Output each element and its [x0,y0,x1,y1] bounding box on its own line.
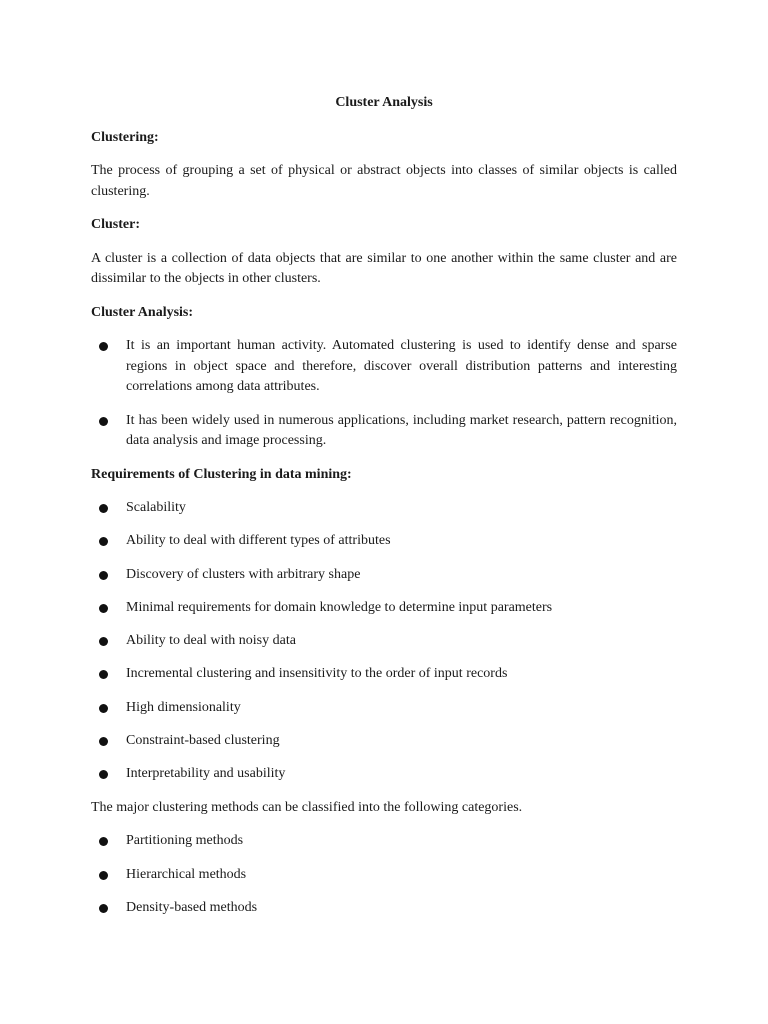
list-item [91,531,677,552]
list-item-text: Hierarchical methods [126,866,247,882]
list-item [91,698,677,719]
page-title: Cluster Analysis [335,95,433,110]
list-item [91,731,677,752]
bullet-icon [99,737,108,746]
list-item-text: It is an important human activity. Automated clustering is used to identify dense and sparse regions in object space and therefore, discover overall distribution patterns and interesting correlations among data attributes. [126,338,677,394]
bullet-icon [99,670,108,679]
list-item-text: It has been widely used in numerous applications, including market research, pattern recognition, data analysis and image processing. [126,412,677,448]
list-item [91,865,677,886]
heading-clustering: Clustering: [91,129,159,145]
list-item-text: Constraint-based clustering [126,733,280,749]
bullet-icon [99,417,108,426]
bullet-icon [99,837,108,846]
list-item [91,631,677,652]
document-page [91,93,677,931]
heading-cluster: Cluster: [91,217,140,232]
cluster-analysis-list [91,336,677,452]
list-item [91,498,677,519]
bullet-icon [99,871,108,880]
methods-list [91,831,677,918]
list-item [91,898,677,919]
paragraph-methods-intro: The major clustering methods can be classified into the following categories. [91,799,523,815]
bullet-icon [99,637,108,646]
list-item [91,565,677,586]
list-item [91,764,677,785]
list-item-text: Minimal requirements for domain knowledge to determine input parameters [126,599,553,615]
requirements-list [91,498,677,785]
list-item-text: Ability to deal with noisy data [126,633,296,649]
bullet-icon [99,604,108,613]
list-item-text: Ability to deal with different types of attributes [126,533,391,549]
bullet-icon [99,571,108,580]
list-item [91,411,677,452]
list-item-text: Scalability [126,500,186,515]
bullet-icon [99,904,108,913]
list-item [91,336,677,398]
paragraph-cluster: A cluster is a collection of data objects that are similar to one another within the same cluster and are dissimilar to the objects in other clusters. [91,250,677,286]
list-item-text: High dimensionality [126,699,241,715]
bullet-icon [99,537,108,546]
list-item-text: Density-based methods [126,899,258,915]
list-item [91,831,677,852]
list-item [91,598,677,619]
bullet-icon [99,504,108,513]
heading-requirements: Requirements of Clustering in data mining: [91,466,352,482]
list-item-text: Interpretability and usability [126,766,286,782]
list-item [91,664,677,685]
bullet-icon [99,770,108,779]
list-item-text: Discovery of clusters with arbitrary shape [126,566,361,582]
heading-cluster-analysis: Cluster Analysis: [91,304,194,320]
bullet-icon [99,342,108,351]
list-item-text: Incremental clustering and insensitivity to the order of input records [126,666,508,682]
bullet-icon [99,704,108,713]
paragraph-clustering: The process of grouping a set of physical or abstract objects into classes of similar objects is called clustering. [91,163,677,199]
list-item-text: Partitioning methods [126,833,244,849]
